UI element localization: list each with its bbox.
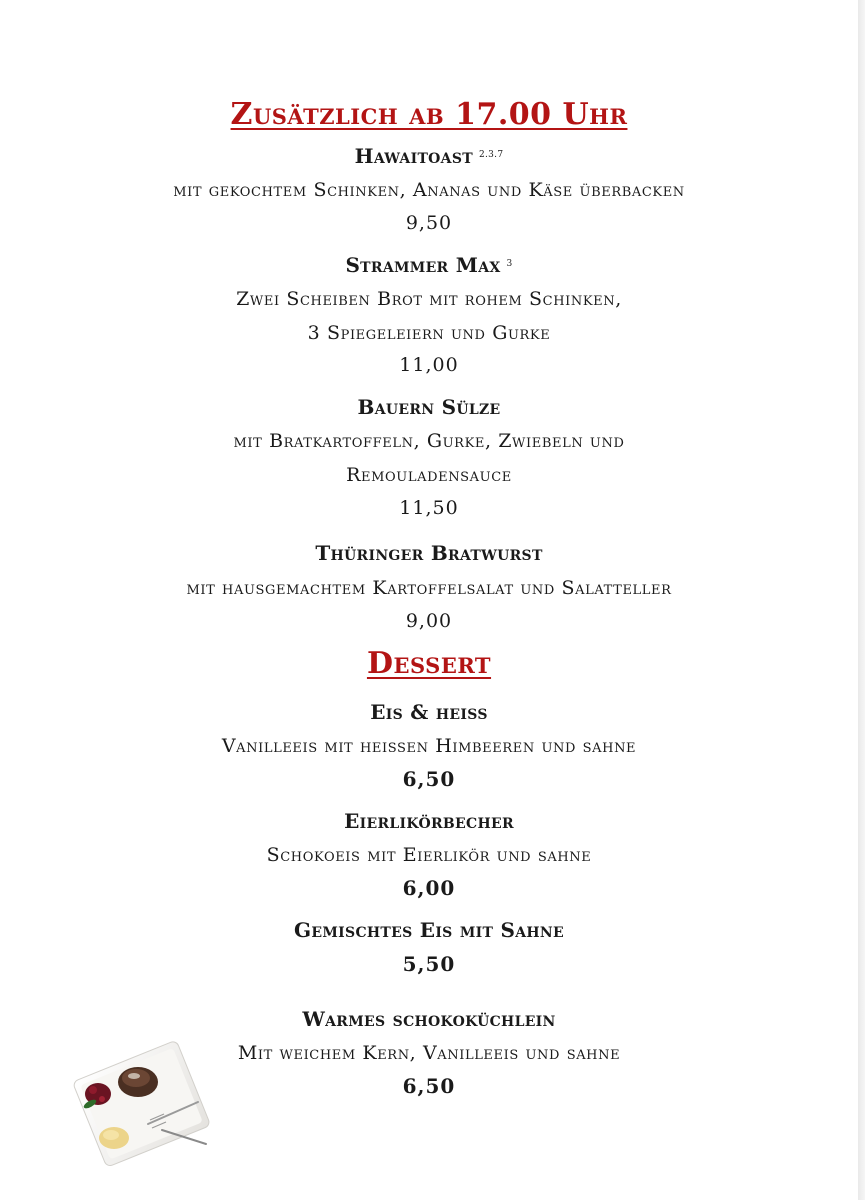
dish-desc: Mit weichem Kern, Vanilleeis und sahne	[237, 1042, 621, 1064]
dish-desc: Remouladensauce	[346, 464, 512, 486]
dish-desc: mit Bratkartoffeln, Gurke, Zwiebeln und	[233, 430, 625, 452]
dish-desc: Zwei Scheiben Brot mit rohem Schinken,	[236, 288, 622, 310]
page-edge	[858, 0, 865, 1200]
dish-price: 9,50	[405, 212, 453, 234]
dish-price: 5,50	[402, 952, 456, 976]
dish-name-thueringer-bratwurst: Thüringer Bratwurst	[315, 541, 543, 565]
section-heading-evening: Zusätzlich ab 17.00 Uhr	[230, 97, 628, 132]
dish-price: 11,50	[399, 497, 459, 519]
allergen-codes: 2.3.7	[478, 150, 504, 160]
section-heading-dessert: Dessert	[366, 646, 492, 681]
allergen-codes: 3	[506, 259, 513, 269]
dish-name-strammer-max: Strammer Max $^3$	[345, 253, 513, 277]
dish-name-schokokuechlein: Warmes schokoküchlein	[302, 1007, 556, 1031]
dish-price: 11,00	[399, 354, 459, 376]
dessert-plate-photo	[66, 1030, 216, 1180]
dish-name-eierlikoerbecher: Eierlikörbecher	[344, 809, 514, 833]
dish-name-eis-heiss: Eis & heiss	[370, 700, 488, 724]
dish-price: 9,00	[405, 610, 453, 632]
dish-price: 6,50	[402, 767, 456, 791]
dish-desc: mit gekochtem Schinken, Ananas und Käse überbacken	[173, 179, 685, 201]
dish-price: 6,00	[402, 876, 456, 900]
dish-name-bauern-sulze: Bauern Sülze	[357, 395, 501, 419]
dish-desc: Schokoeis mit Eierlikör und sahne	[266, 844, 592, 866]
dish-desc: 3 Spiegeleiern und Gurke	[307, 322, 551, 344]
dish-desc: mit hausgemachtem Kartoffelsalat und Salatteller	[186, 577, 672, 599]
dish-name-hawaitoast: Hawaitoast $^{2.3.7}$	[354, 144, 504, 168]
dish-name-gemischtes-eis: Gemischtes Eis mit Sahne	[294, 918, 564, 942]
dish-desc: Vanilleeis mit heissen Himbeeren und sahne	[221, 735, 637, 757]
dish-price: 6,50	[402, 1074, 456, 1098]
